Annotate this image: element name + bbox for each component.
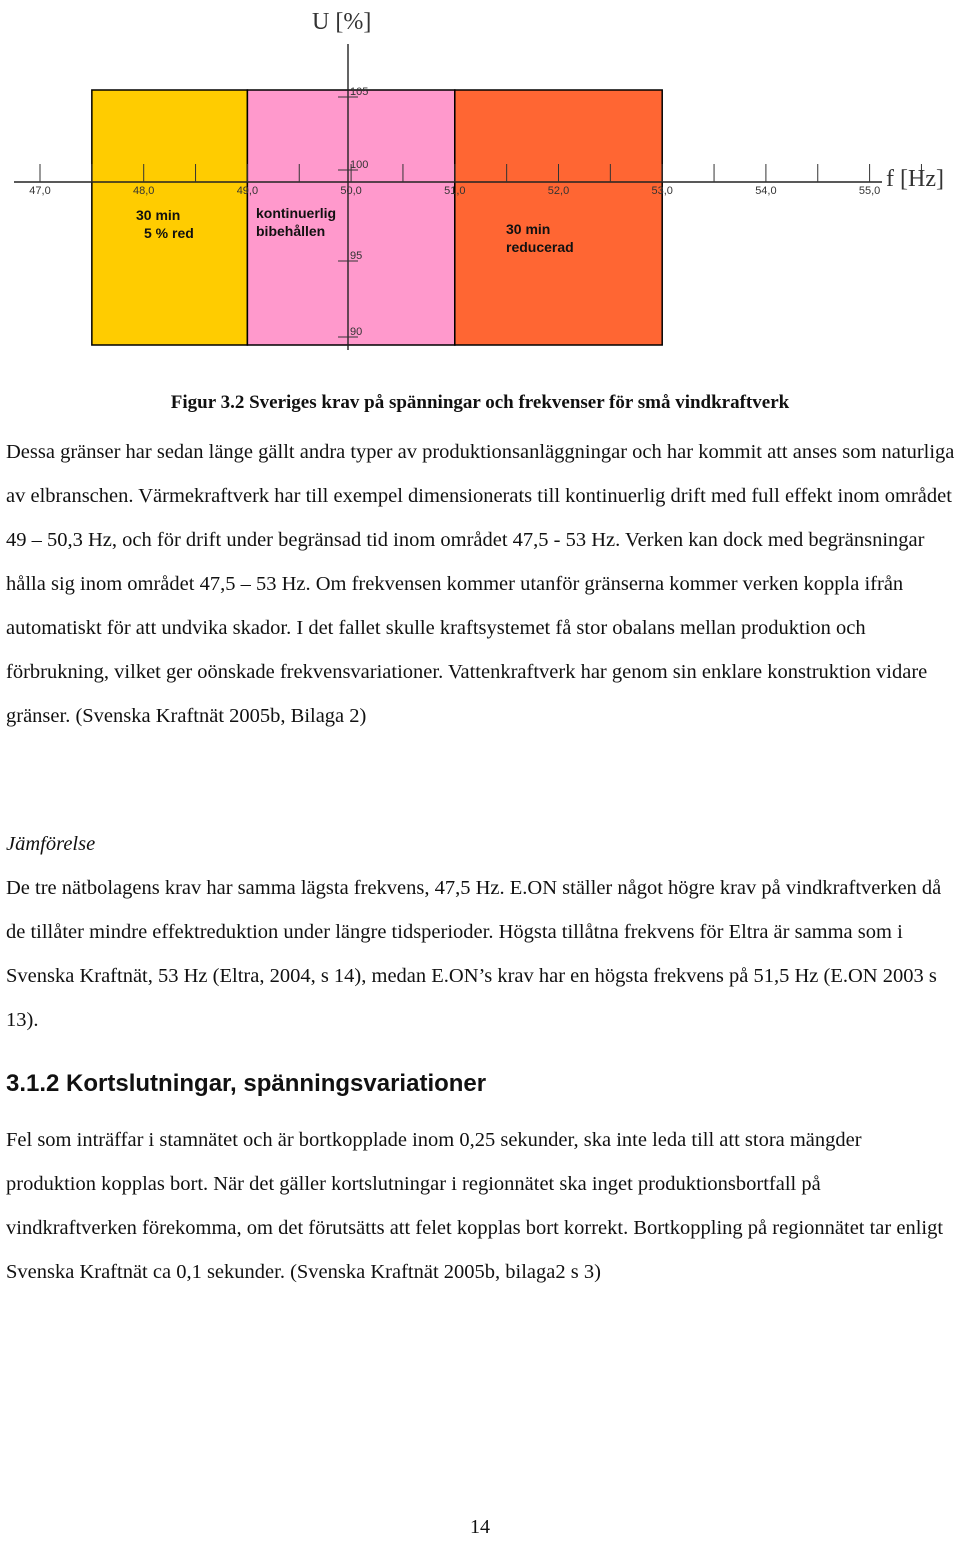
frequency-voltage-diagram (0, 0, 960, 370)
zone-label: 30 min (506, 221, 551, 237)
y-axis-title: U [%] (312, 9, 372, 35)
x-tick-label: 52,0 (547, 185, 570, 197)
x-tick-label: 47,0 (29, 185, 51, 197)
paragraph-comparison: De tre nätbolagens krav har samma lägsta frekvens, 47,5 Hz. E.ON ställer något högre krav på vindkraftverken då de tillåter mindre effektreduktion under längre tidsperioder. Högsta tillåtna frekvens för Eltra är samma som i Svenska Kraftnät, 53 Hz (Eltra, 2004, s 14), medan E.ON’s krav har en högsta frekvens på 51,5 Hz (E.ON 2003 s 13). (6, 877, 942, 1031)
x-tick-label: 49,0 (236, 185, 259, 197)
figure-caption: Figur 3.2 Sveriges krav på spänningar och frekvenser för små vindkraftverk (170, 392, 790, 413)
x-tick-label: 54,0 (755, 185, 777, 197)
comparison-heading: Jämförelse (6, 833, 96, 855)
y-tick-label: 95 (350, 250, 363, 262)
zone-label: bibehållen (256, 223, 326, 239)
zone-label: 30 min (136, 207, 181, 223)
x-axis-title: f [Hz] (886, 166, 944, 192)
y-tick-label: 105 (350, 86, 369, 98)
zone-label: 5 % red (144, 225, 194, 241)
zone-3 (455, 90, 662, 345)
x-tick-label: 55,0 (858, 185, 881, 197)
section-heading: 3.1.2 Kortslutningar, spänningsvariationer (6, 1070, 487, 1097)
page-number: 14 (470, 1516, 490, 1538)
x-tick-label: 50,0 (340, 185, 362, 197)
x-tick-label: 53,0 (651, 185, 673, 197)
y-tick-label: 90 (350, 326, 363, 338)
zone-label: kontinuerlig (256, 205, 337, 221)
paragraph-short-circuits: Fel som inträffar i stamnätet och är bortkopplade inom 0,25 sekunder, ska inte leda till att stora mängder produktion kopplas bort. När det gäller kortslutningar i regionnätet ska inget produktionsbortfall på vindkraftverken förekomma, om det förutsätts att felet kopplas bort korrekt. Bortkoppling på regionnätet tar enligt Svenska Kraftnät ca 0,1 sekunder. (Svenska Kraftnät 2005b, bilaga2 s 3) (6, 1129, 944, 1283)
paragraph-limits: Dessa gränser har sedan länge gällt andra typer av produktionsanläggningar och har kommit att anses som naturliga av elbranschen. Värmekraftverk har till exempel dimensionerats till kontinuerlig drift med full effekt inom området 49 – 50,3 Hz, och för drift under begränsad tid inom området 47,5 - 53 Hz. Verken kan dock med begränsningar hålla sig inom området 47,5 – 53 Hz. Om frekvensen kommer utanför gränserna kommer verken koppla ifrån automatiskt för att undvika skador. I det fallet skulle kraftsystemet få stor obalans mellan produktion och förbrukning, vilket ger oönskade frekvensvariationer. Vattenkraftverk har genom sin enklare konstruktion vidare gränser. (Svenska Kraftnät 2005b, Bilaga 2) (6, 441, 955, 727)
x-tick-label: 48,0 (132, 185, 155, 197)
zone-label: reducerad (506, 239, 574, 255)
x-tick-label: 51,0 (444, 185, 466, 197)
y-tick-label: 100 (350, 159, 369, 171)
